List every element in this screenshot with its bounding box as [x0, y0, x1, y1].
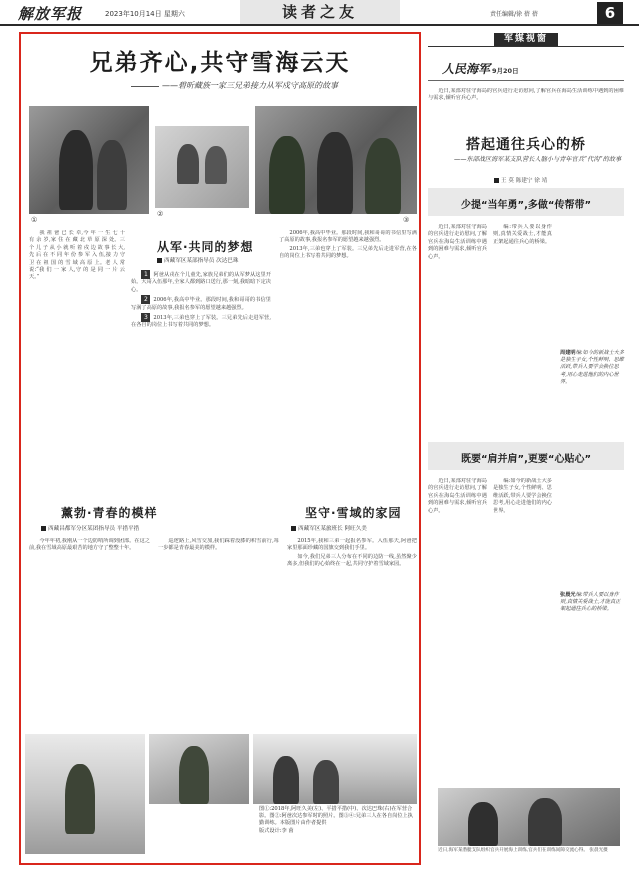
article-subtitle: ——碧昕藏族一家三兄弟接力从军戍守高原的故事	[131, 80, 391, 91]
section-byline: 西藏军区某部指导员 次达巴珠	[157, 256, 239, 264]
newspaper-logo: 解放军报	[18, 5, 83, 23]
section-byline: 西藏昌都军分区某团指导员 平措平措	[41, 524, 139, 532]
photo-label: ③	[403, 216, 410, 224]
photo-snow-patrol	[253, 734, 417, 804]
editor-credit: 责任编辑/徐 蓓 蓓	[490, 11, 538, 18]
column-subhead: ——东部战区海军某支队营长人脑小与青年官兵“代沟”的故事	[454, 156, 622, 163]
layout-credit: 版式设计:李 茵	[259, 827, 294, 834]
section-body	[287, 538, 417, 728]
section-body	[131, 270, 271, 460]
column-body: 近日,某部对驻守海岛的官兵进行走访慰问,了解官兵在海岛生活训练中遇到的困难与需求,倾听官兵心声。 编:带兵人要以身作则,真情关爱战士,才能真正架起通往兵心的桥梁。	[428, 224, 552, 260]
photo-family-elder	[29, 106, 149, 214]
photo-caption: 近日,海军某潜艇支队组织官兵开展海上训练,官兵们在训练间隙交流心得。 张晨光摄	[438, 848, 608, 853]
photo-caption: 图①:2018年,阿旺久美(左)、平措平措(中)、次达巴珠(右)在军营合影。图②:阿爸次达参军时的照片。图③④:兄弟三人在各自岗位上执勤训练。本版图片由作者提供 版式设计:李 茵	[259, 806, 413, 834]
column-subheading: 既要“肩并肩”,更要“心贴心”	[460, 454, 592, 465]
section-heading: 从军·共同的梦想	[157, 240, 254, 254]
side-column	[428, 32, 624, 865]
paragraph: 2015年,我和三弟一起报名参军。入伍那天,阿爸把家里那面珍藏的国旗交到我们手里。	[287, 538, 417, 552]
article-title: 兄弟齐心,共守雪海云天	[89, 50, 351, 76]
photo-patrol	[25, 734, 145, 854]
paragraph: 1 阿爸从戎在个儿童先,家族兄弟们的从军梦从这里开始。大哥入伍那年,全家人都到路口送行,那一刻,我暗暗下定决心。	[131, 271, 271, 293]
section-byline: 西藏军区某旅班长 阿旺久美	[291, 524, 367, 532]
photo-label: ①	[31, 216, 38, 224]
paragraph: 2 2006年,我高中毕业。那段时间,我和哥哥的书信里写满了高原的故事,我报名参军的愿望越来越强烈。	[131, 296, 271, 311]
photo-salute	[149, 734, 249, 804]
column-banner-label: 军媒视窗	[494, 33, 558, 46]
column-byline: 王 莫 陈建宁 徐 靖	[494, 176, 547, 184]
paragraph: 3 2013年,三弟也穿上了军装。三兄弟先后走进军营,在各自的岗位上书写着共同的梦想。	[131, 314, 271, 329]
issue-date: 2023年10月14日 星期六	[105, 10, 185, 18]
photo-three-brothers	[255, 106, 417, 214]
section-body	[29, 538, 279, 728]
paragraph: 巡逻路上,风雪交加,我们踩着没膝的积雪前行,每一步都是青春最美的模样。	[158, 538, 279, 552]
source-paper-logo: 人民海军	[442, 62, 491, 76]
paragraph: 如今,我们兄弟三人分布在不同的边防一线,虽然聚少离多,但我们的心始终在一起,共同守护着雪域家园。	[287, 553, 417, 568]
column-body: 近日,某部对驻守海岛的官兵进行走访慰问,了解官兵在海岛生活训练中遇到的困难与需求,倾听官兵心声。 编:如今的新战士大多是独生子女,个性鲜明、思维活跃,带兵人要学会换位思考,用心走进他们的内心世界。	[428, 478, 552, 514]
paragraph: 今年年初,我刚从一个边防哨所调到团部。在这之前,我在雪域高原最艰苦的地方守了整整十年。	[29, 538, 150, 552]
lead-paragraph: 我 祖 爸 已 长 卓,今 年 一 生 七 十 有 余 岁,家 住 在 藏 北 草 原 深 处。三 个 儿 子 从 小 就 听 着 戍 边 故 事 长 大,先 后 在 不 同 年 份 参 军 入 伍,接 力 守 卫 在 祖 国 的 雪 域 高 原 上。老 人 常 说:“我 们 一 家 人,守 的 是 同 一 片 云 天。”	[29, 230, 125, 281]
column-lead: 近日,某部对驻守海岛的官兵进行走访慰问,了解官兵在海岛生活训练中遇到的困难与需求,倾听官兵心声。	[428, 88, 624, 102]
editor-note: 张晨光编:带兵人要以身作则,真情关爱战士,才能真正架起通往兵心的桥梁。	[560, 592, 621, 613]
paragraph: 2013年,三弟也穿上了军装。三兄弟先后走进军营,在各自的岗位上书写着共同的梦想。	[279, 245, 417, 260]
editor-note: 周建明编:如今的新战士大多是独生子女,个性鲜明、思维活跃,带兵人要学会换位思考,用心走进他们的内心世界。	[560, 350, 625, 385]
photo-label: ②	[157, 210, 164, 218]
lead-text	[29, 230, 125, 420]
source-paper-date: 9月20日	[492, 67, 519, 75]
section-title: 读者之友	[240, 0, 400, 24]
photo-couple	[155, 126, 249, 208]
column-banner	[428, 32, 624, 47]
main-article	[19, 32, 421, 865]
section-heading: 坚守·雪域的家园	[305, 506, 402, 520]
section-heading: 薰勃·青春的模样	[61, 506, 158, 520]
page-number: 6	[597, 2, 623, 24]
column-subheading: 少提“当年勇”,多做“传帮带”	[460, 200, 592, 211]
section-body-cont	[279, 230, 417, 500]
photo-training	[438, 788, 620, 846]
divider	[428, 80, 624, 81]
masthead	[0, 0, 639, 26]
paragraph: 2006年,我高中毕业。那段时间,我和哥哥的书信里写满了高原的故事,我报名参军的愿望越来越强烈。	[279, 230, 417, 244]
column-headline: 搭起通往兵心的桥	[466, 137, 586, 153]
